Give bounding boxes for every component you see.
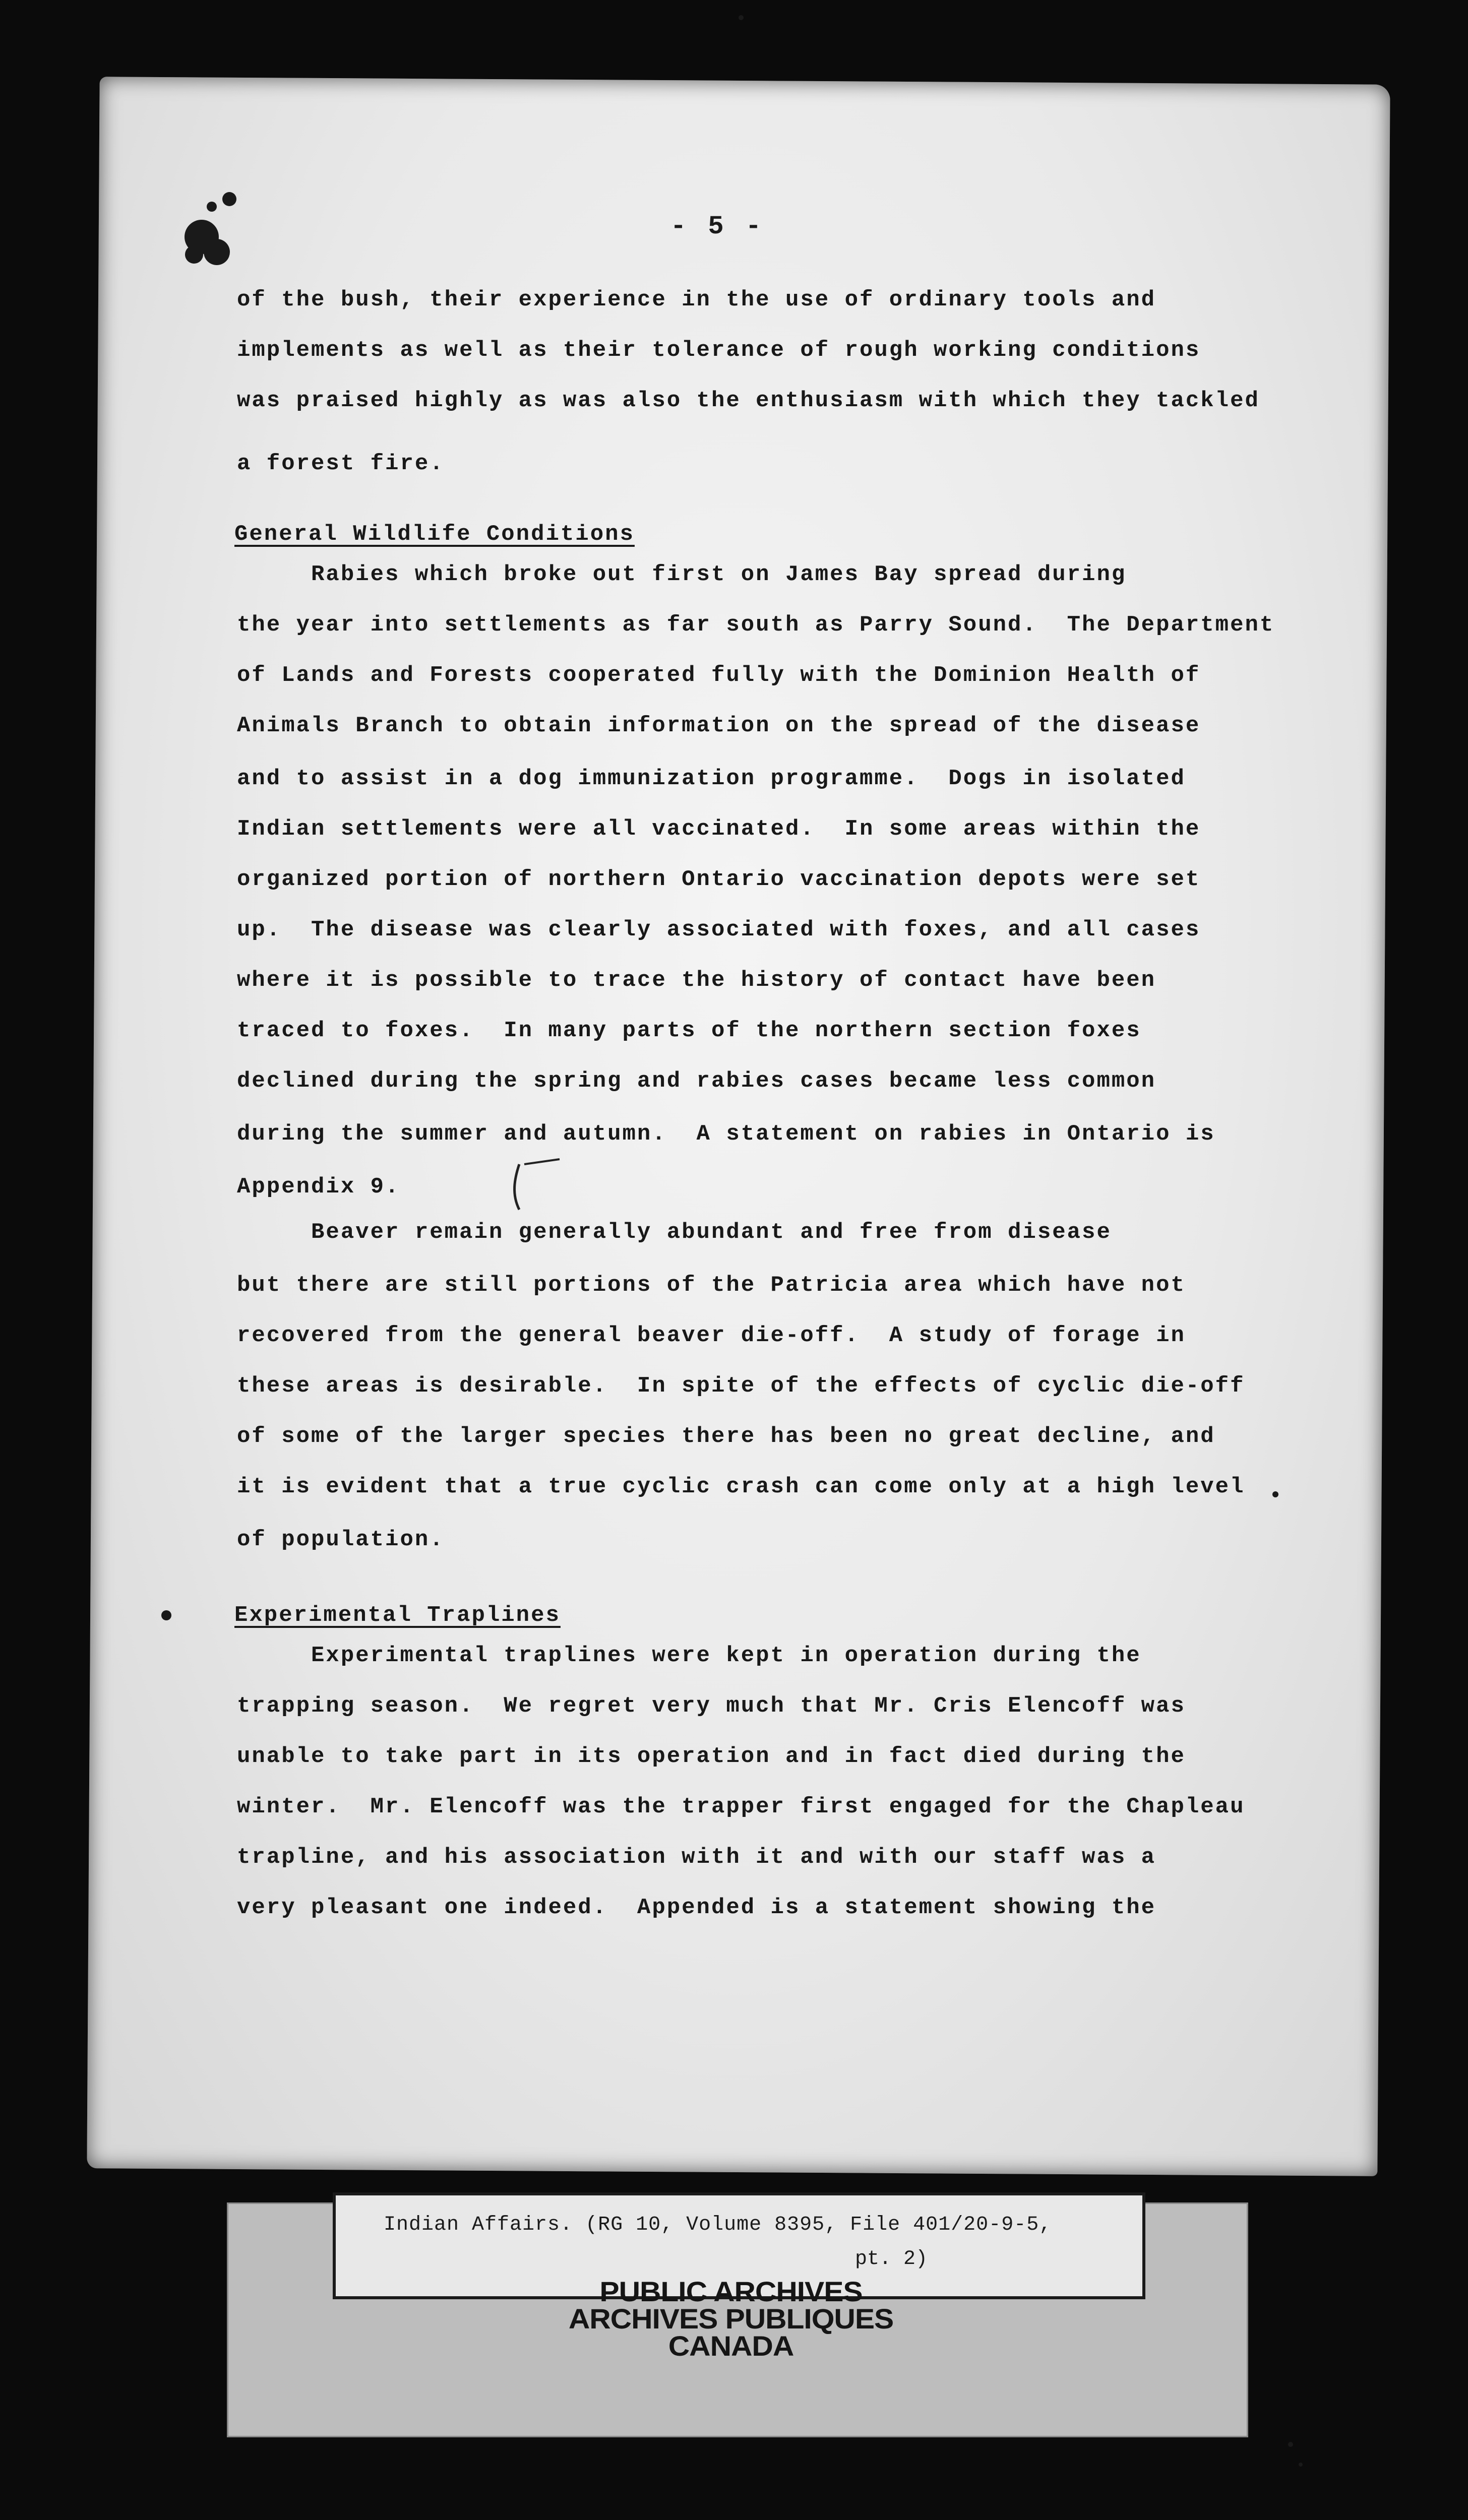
text-line: implements as well as their tolerance of rough working conditions	[237, 338, 1201, 363]
text-line: Animals Branch to obtain information on the spread of the disease	[237, 713, 1201, 738]
text-line: unable to take part in its operation and in fact died during the	[237, 1744, 1186, 1769]
text-line: Rabies which broke out first on James Bay spread during	[237, 562, 1127, 587]
text-line: was praised highly as was also the enthusiasm with which they tackled	[237, 388, 1260, 413]
text-line: but there are still portions of the Patricia area which have not	[237, 1273, 1186, 1298]
text-line: it is evident that a true cyclic crash can come only at a high level	[237, 1474, 1245, 1499]
text-line: of population.	[237, 1527, 445, 1552]
text-line: recovered from the general beaver die-off. A study of forage in	[237, 1323, 1186, 1348]
text-line: traced to foxes. In many parts of the northern section foxes	[237, 1018, 1141, 1043]
text-line: of some of the larger species there has been no great decline, and	[237, 1424, 1215, 1449]
text-line: of Lands and Forests cooperated fully with the Dominion Health of	[237, 663, 1201, 688]
text-line: Indian settlements were all vaccinated. In some areas within the	[237, 816, 1201, 842]
text-line: Beaver remain generally abundant and free from disease	[237, 1220, 1112, 1245]
text-line: Appendix 9.	[237, 1174, 400, 1200]
section-heading-wildlife: General Wildlife Conditions	[234, 522, 635, 547]
archive-stamp	[504, 2278, 958, 2360]
text-line: organized portion of northern Ontario vaccination depots were set	[237, 867, 1201, 892]
text-line: declined during the spring and rabies cases became less common	[237, 1068, 1156, 1094]
text-line: trapping season. We regret very much that Mr. Cris Elencoff was	[237, 1693, 1186, 1719]
archive-reference-line1: Indian Affairs. (RG 10, Volume 8395, File 401/20-9-5,	[384, 2214, 1052, 2236]
stamp-line: CANADA	[668, 2330, 794, 2362]
text-line: very pleasant one indeed. Appended is a statement showing the	[237, 1895, 1156, 1920]
text-line: and to assist in a dog immunization programme. Dogs in isolated	[237, 766, 1186, 791]
text-line: of the bush, their experience in the use of ordinary tools and	[237, 287, 1156, 312]
text-line: where it is possible to trace the history of contact have been	[237, 968, 1156, 993]
text-line: a forest fire.	[237, 451, 445, 476]
text-line: up. The disease was clearly associated with foxes, and all cases	[237, 917, 1201, 942]
stamp-line: PUBLIC ARCHIVES	[599, 2276, 863, 2307]
text-line: during the summer and autumn. A statement on rabies in Ontario is	[237, 1121, 1215, 1147]
text-line: the year into settlements as far south as Parry Sound. The Department	[237, 612, 1275, 638]
text-line: trapline, and his association with it and with our staff was a	[237, 1845, 1156, 1870]
archive-reference-line2: pt. 2)	[855, 2248, 928, 2271]
text-line: these areas is desirable. In spite of the effects of cyclic die-off	[237, 1373, 1245, 1399]
section-heading-traplines: Experimental Traplines	[234, 1603, 561, 1628]
text-line: winter. Mr. Elencoff was the trapper first engaged for the Chapleau	[237, 1794, 1245, 1819]
stamp-line: ARCHIVES PUBLIQUES	[568, 2303, 894, 2335]
page-number: - 5 -	[670, 212, 765, 241]
text-line: Experimental traplines were kept in operation during the	[237, 1643, 1141, 1668]
